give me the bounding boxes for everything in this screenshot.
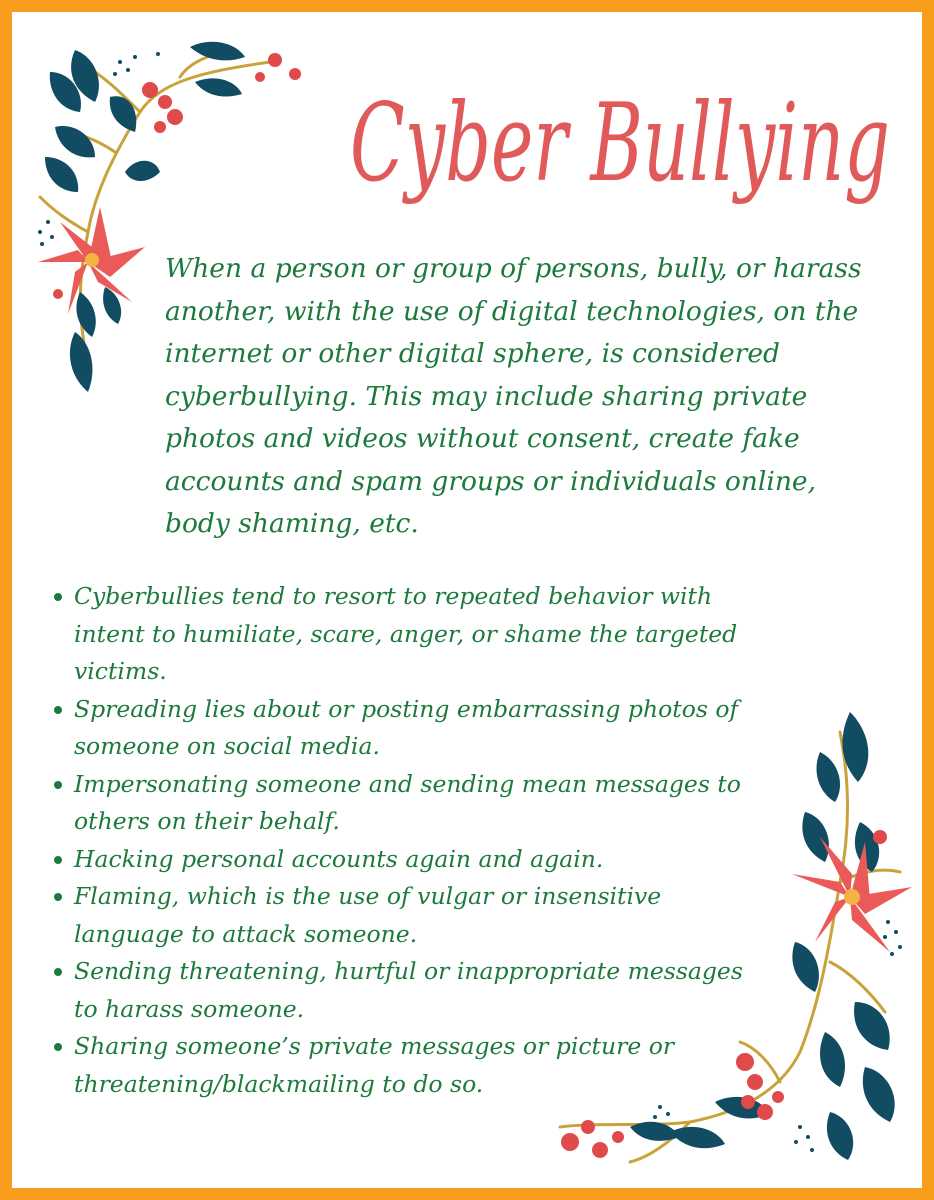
bullet-list bbox=[50, 578, 760, 1103]
list-item: Flaming, which is the use of vulgar or insensitive language to attack someone. bbox=[50, 878, 760, 953]
intro-paragraph: When a person or group of persons, bully, or harass another, with the use of digital technologies, on the internet or other digital sphere, is considered cyberbullying. This may include sharing private photos and videos without consent, create fake accounts and spam groups or individuals online, body shaming, etc. bbox=[165, 253, 862, 539]
list-item: Spreading lies about or posting embarrassing photos of someone on social media. bbox=[50, 691, 760, 766]
page-title bbox=[340, 30, 910, 260]
list-item: Sharing someone’s private messages or picture or threatening/blackmailing to do so. bbox=[50, 1028, 760, 1103]
list-item: Hacking personal accounts again and again. bbox=[50, 841, 760, 879]
page-title-text: Cyber Bullying bbox=[350, 81, 890, 206]
list-item: Sending threatening, hurtful or inappropriate messages to harass someone. bbox=[50, 953, 760, 1028]
list-item: Impersonating someone and sending mean messages to others on their behalf. bbox=[50, 766, 760, 841]
list-item: Cyberbullies tend to resort to repeated behavior with intent to humiliate, scare, anger, or shame the targeted victims. bbox=[50, 578, 760, 691]
